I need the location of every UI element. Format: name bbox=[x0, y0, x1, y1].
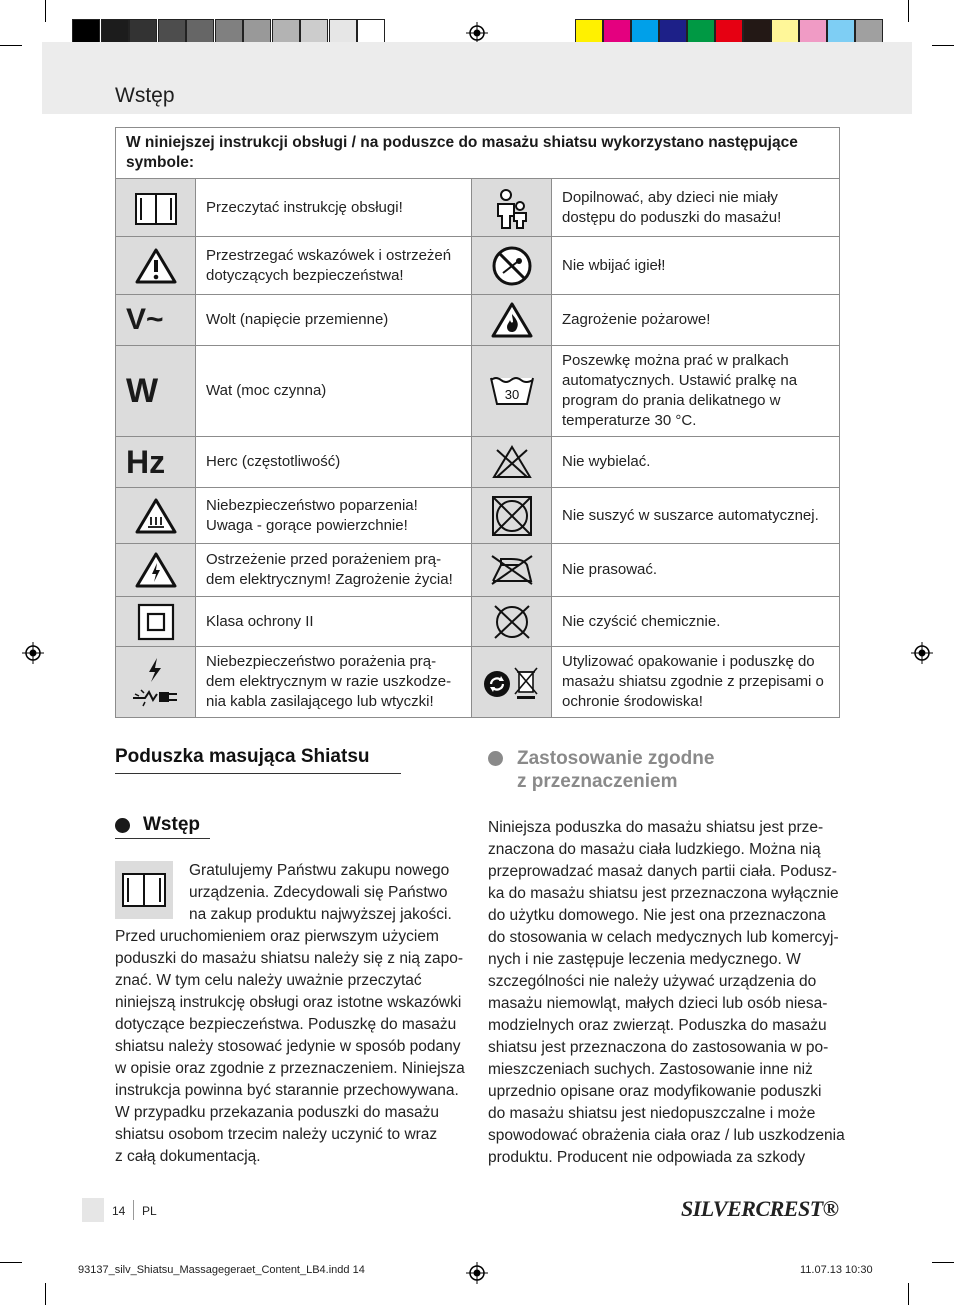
damaged-cable-icon bbox=[131, 656, 181, 708]
symbol-description: Przeczytać instrukcję obsługi! bbox=[196, 179, 472, 237]
manual-book-icon-box bbox=[115, 861, 173, 919]
language-code: PL bbox=[142, 1204, 157, 1218]
symbol-cell bbox=[116, 295, 196, 346]
subsection-title: Zastosowanie zgodne bbox=[517, 748, 715, 769]
symbol-cell bbox=[472, 597, 552, 647]
symbol-description: Niebezpieczeństwo poparzenia! Uwaga - gorące powierzchnie! bbox=[196, 488, 472, 544]
no-dry-clean-icon bbox=[490, 602, 534, 642]
brand-logo: SILVERCREST® bbox=[681, 1196, 839, 1221]
symbol-description: Utylizować opakowanie i poduszkę do masażu shiatsu zgodnie z przepisami o ochronie środowiska! bbox=[552, 647, 840, 718]
symbol-description: Wat (moc czynna) bbox=[196, 346, 472, 437]
page-marker bbox=[82, 1198, 104, 1222]
symbol-cell bbox=[472, 437, 552, 488]
symbol-description: Ostrzeżenie przed porażeniem prą- dem elektrycznym! Zagrożenie życia! bbox=[196, 544, 472, 597]
crop-mark bbox=[45, 0, 46, 22]
symbol-cell bbox=[472, 647, 552, 718]
symbol-cell bbox=[116, 544, 196, 597]
page-number: 14 bbox=[112, 1204, 126, 1218]
symbol-cell bbox=[116, 346, 196, 437]
symbol-cell bbox=[472, 544, 552, 597]
table-row bbox=[116, 179, 840, 237]
manual-book-icon bbox=[134, 190, 178, 226]
page-title: Wstęp bbox=[115, 84, 175, 107]
no-needles-icon bbox=[491, 245, 533, 287]
registration-mark-icon bbox=[22, 642, 44, 664]
symbol-cell bbox=[472, 346, 552, 437]
body-text-line: nych i nie zastępuje leczenia medycznego. W bbox=[488, 951, 801, 968]
symbols-table bbox=[115, 127, 840, 718]
symbol-description: Zagrożenie pożarowe! bbox=[552, 295, 840, 346]
crop-mark bbox=[932, 1262, 954, 1263]
symbol-cell bbox=[472, 237, 552, 295]
symbol-description: Wolt (napięcie przemienne) bbox=[196, 295, 472, 346]
crop-mark bbox=[908, 0, 909, 22]
footer-divider bbox=[133, 1200, 134, 1220]
subsection-title: z przeznaczeniem bbox=[517, 771, 678, 792]
no-bleach-icon bbox=[491, 444, 533, 480]
body-text-line: shiatsu należy stosować jedynie w sposób podany bbox=[115, 1038, 461, 1055]
wash-temperature-label: 30 bbox=[504, 387, 519, 402]
body-text-line: do masażu shiatsu jest niedopuszczalne i może bbox=[488, 1105, 816, 1122]
crop-mark bbox=[0, 45, 22, 46]
body-text-line: do stosowania w celach medycznych lub komercyj- bbox=[488, 929, 839, 946]
body-text-line: poduszki do masażu shiatsu należy się z nią zapo- bbox=[115, 950, 464, 967]
intro-line: Gratulujemy Państwu zakupu nowego bbox=[189, 862, 450, 879]
registration-mark-icon bbox=[911, 642, 933, 664]
body-text-line: znać. W tym celu należy uważnie przeczytać bbox=[115, 972, 422, 989]
table-row bbox=[116, 437, 840, 488]
table-row bbox=[116, 597, 840, 647]
crop-mark bbox=[0, 1262, 22, 1263]
symbol-cell bbox=[472, 295, 552, 346]
symbol-description: Nie wbijać igieł! bbox=[552, 237, 840, 295]
symbol-description: Herc (częstotliwość) bbox=[196, 437, 472, 488]
body-text-line: uprzednio opisane oraz modyfikowanie poduszki bbox=[488, 1083, 822, 1100]
table-row bbox=[116, 488, 840, 544]
crop-mark bbox=[932, 45, 954, 46]
recycle-disposal-icon bbox=[481, 662, 543, 702]
symbol-description: Nie czyścić chemicznie. bbox=[552, 597, 840, 647]
body-text-line: z całą dokumentacją. bbox=[115, 1148, 261, 1165]
table-row bbox=[116, 544, 840, 597]
body-text-line: do użytku domowego. Nie jest ona przeznaczona bbox=[488, 907, 826, 924]
bullet-icon bbox=[488, 751, 503, 766]
table-row bbox=[116, 237, 840, 295]
symbol-cell bbox=[116, 179, 196, 237]
crop-mark bbox=[908, 1283, 909, 1305]
symbol-description: Dopilnować, aby dzieci nie miały dostępu do poduszki do masażu! bbox=[552, 179, 840, 237]
body-text-line: spowodować obrażenia ciała oraz / lub uszkodzenia bbox=[488, 1127, 845, 1144]
body-text-line: instrukcja powinna być starannie przechowywana. bbox=[115, 1082, 459, 1099]
child-care-icon bbox=[492, 186, 532, 230]
volt-icon: V~ bbox=[126, 303, 164, 336]
body-text-line: produktu. Producent nie odpowiada za szkody bbox=[488, 1149, 806, 1166]
table-row bbox=[116, 346, 840, 437]
print-date-time: 11.07.13 10:30 bbox=[800, 1264, 873, 1276]
hot-surface-icon bbox=[135, 497, 177, 535]
body-text-line: dotyczące bezpieczeństwa. Poduszkę do masażu bbox=[115, 1016, 457, 1033]
symbol-cell bbox=[116, 597, 196, 647]
symbol-cell bbox=[116, 237, 196, 295]
symbol-description: Nie suszyć w suszarce automatycznej. bbox=[552, 488, 840, 544]
symbol-description: Poszewkę można prać w pralkach automatycznych. Ustawić pralkę na program do prania delikatnego w temperaturze 30 °C. bbox=[552, 346, 840, 437]
hertz-icon: Hz bbox=[126, 443, 166, 480]
body-text-line: niniejszą instrukcję obsługi oraz istotne wskazówki bbox=[115, 994, 462, 1011]
body-text-line: przeprowadzać masaż danych partii ciała. Podusz- bbox=[488, 863, 837, 880]
registration-mark-icon bbox=[466, 1262, 488, 1284]
fire-hazard-icon bbox=[491, 301, 533, 339]
symbol-description: Nie wybielać. bbox=[552, 437, 840, 488]
registration-mark-icon bbox=[466, 22, 488, 44]
manual-book-icon bbox=[115, 861, 173, 919]
symbol-cell bbox=[116, 437, 196, 488]
symbols-table-heading: W niniejszej instrukcji obsługi / na poduszce do masażu shiatsu wykorzystano następujące symbole: bbox=[116, 128, 840, 179]
body-text-line: modzielnych oraz zwierząt. Poduszka do masażu bbox=[488, 1017, 827, 1034]
symbol-cell bbox=[116, 647, 196, 718]
crop-mark bbox=[45, 1283, 46, 1305]
section-title: Poduszka masująca Shiatsu bbox=[115, 746, 370, 767]
body-text-line: masażu niemowląt, małych dzieci lub osób niesa- bbox=[488, 995, 828, 1012]
body-text-line: znaczona do masażu ciała ludzkiego. Można nią bbox=[488, 841, 821, 858]
body-text-line: ka do masażu shiatsu jest przeznaczona wyłącznie bbox=[488, 885, 839, 902]
no-tumble-dry-icon bbox=[490, 494, 534, 538]
watt-icon: W bbox=[126, 371, 159, 410]
body-text-line: Niniejsza poduszka do masażu shiatsu jest prze- bbox=[488, 819, 824, 836]
no-iron-icon bbox=[489, 553, 535, 587]
body-text-line: mieszczeniach suchych. Zastosowanie inne niż bbox=[488, 1061, 813, 1078]
section-title-underline bbox=[115, 773, 401, 774]
symbol-description: Przestrzegać wskazówek i ostrzeżeń dotyczących bezpieczeństwa! bbox=[196, 237, 472, 295]
body-text-line: Przed uruchomieniem oraz pierwszym użyciem bbox=[115, 928, 439, 945]
symbol-description: Klasa ochrony II bbox=[196, 597, 472, 647]
body-text-line: shiatsu osobom trzecim należy uczynić to wraz bbox=[115, 1126, 438, 1143]
table-row bbox=[116, 647, 840, 718]
subsection-title-underline bbox=[115, 838, 210, 839]
table-row bbox=[116, 295, 840, 346]
symbol-description: Niebezpieczeństwo porażenia prą- dem elektrycznym w razie uszkodze- nia kabla zasilającego lub wtyczki! bbox=[196, 647, 472, 718]
file-slug: 93137_silv_Shiatsu_Massagegeraet_Content_LB4.indd 14 bbox=[78, 1264, 365, 1276]
electric-shock-icon bbox=[135, 551, 177, 589]
body-text-line: shiatsu jest przeznaczona do zastosowania w po- bbox=[488, 1039, 829, 1056]
intro-line: na zakup produktu najwyższej jakości. bbox=[189, 906, 452, 923]
warning-triangle-icon bbox=[135, 247, 177, 285]
body-text-line: szczególności nie należy używać urządzenia do bbox=[488, 973, 817, 990]
body-text-line: W przypadku przekazania poduszki do masażu bbox=[115, 1104, 439, 1121]
symbol-cell bbox=[472, 179, 552, 237]
symbol-cell bbox=[116, 488, 196, 544]
symbol-description: Nie prasować. bbox=[552, 544, 840, 597]
protection-class-2-icon bbox=[137, 603, 175, 641]
bullet-icon bbox=[115, 818, 130, 833]
symbol-cell bbox=[472, 488, 552, 544]
wash-30-icon bbox=[489, 374, 535, 408]
subsection-title: Wstęp bbox=[143, 814, 200, 835]
intro-line: urządzenia. Zdecydowali się Państwo bbox=[189, 884, 448, 901]
body-text-line: w opisie oraz zgodnie z przeznaczeniem. Niniejsza bbox=[115, 1060, 465, 1077]
